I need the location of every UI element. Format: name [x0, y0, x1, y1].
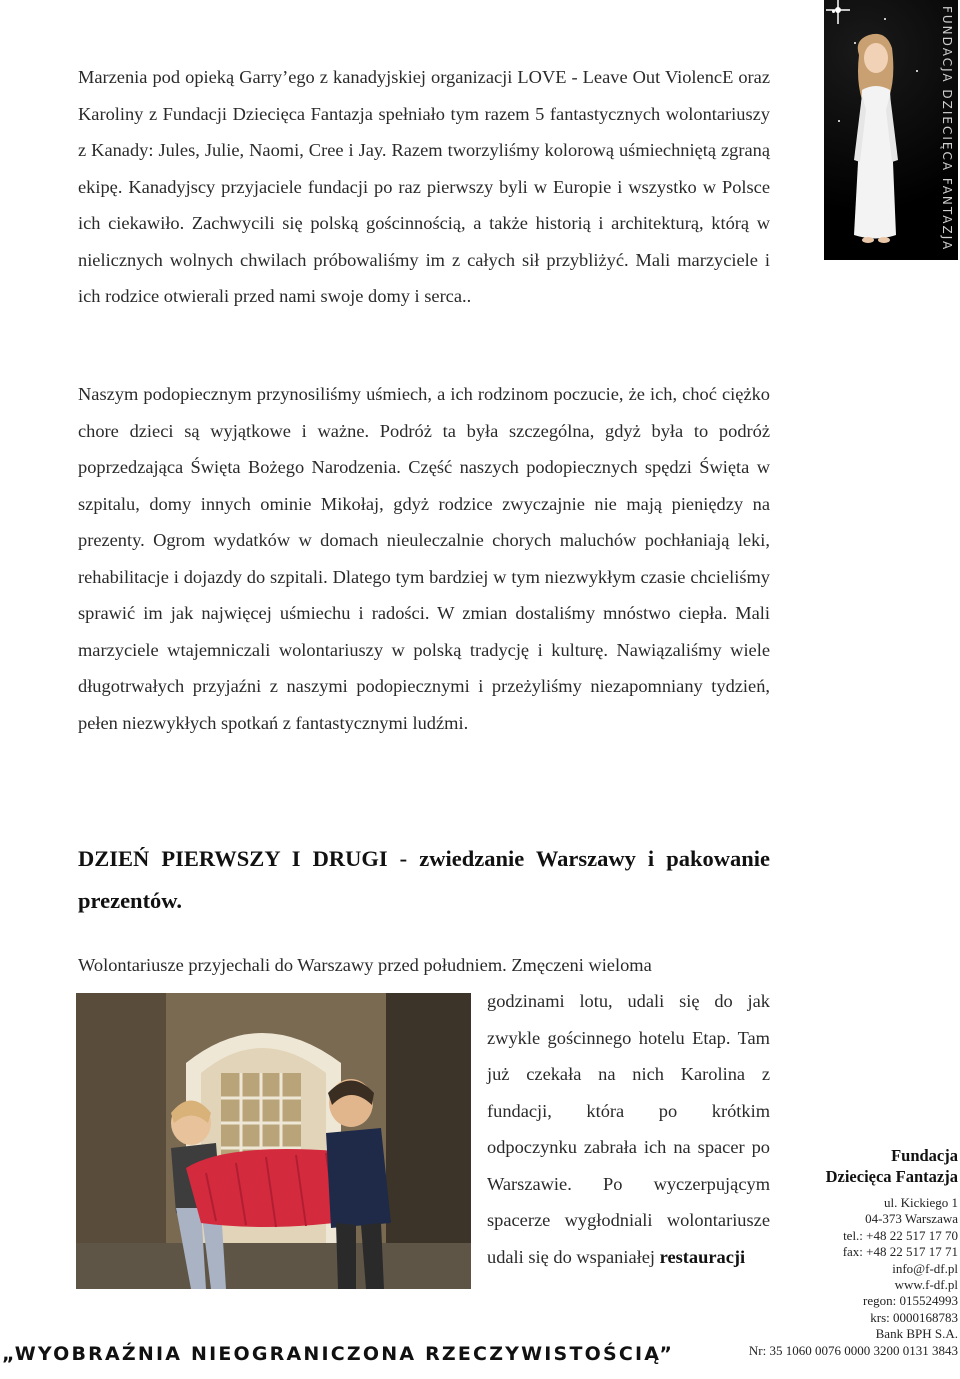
krs-number: krs: 0000168783	[870, 1309, 958, 1325]
volunteers-photo	[76, 993, 471, 1289]
day-one-text: godzinami lotu, udali się do jak zwykle gościnnego hotelu Etap. Tam już czekała na nich Karolina z fundacji, która po krótkim odpoczynku zabrała ich na spacer po Warszawie. Po wyczerpującym spacerze wygłodniali wolontariusze udali się do wspaniałej	[487, 991, 770, 1267]
second-paragraph: Naszym podopiecznym przynosiliśmy uśmiech, a ich rodzinom poczucie, że ich, choć ciężko chore dzieci są wyjątkowe i ważne. Podróż ta była szczególna, gdyż była to podróż poprzedzająca Święta Bożego Narodzenia. Część naszych podopiecznych spędzi Święta w szpitalu, domy innych ominie Mikołaj, gdyż rodzice zwyczajnie nie mają pieniędzy na prezenty. Ogrom wydatków w domach nieuleczalnie chorych maluchów pochłaniają leki, rehabilitacje i dojazdy do szpitali. Dlatego tym bardziej w tym niezwykłym czasie chcieliśmy sprawić im jak najwięcej uśmiechu i radości. W zmian dostaliśmy mnóstwo ciepła. Mali marzyciele wtajemniczali wolontariuszy w polską tradycję i kulturę. Nawiązaliśmy wiele długotrwałych przyjaźni z naszymi podopiecznymi i przeżyliśmy niezapomniany tydzień, pełen niezwykłych spotkań z fantastycznymi ludźmi.	[78, 384, 770, 733]
bank-name: Bank BPH S.A.	[875, 1326, 958, 1342]
day-one-intro-line: Wolontariusze przyjechali do Warszawy przed południem. Zmęczeni wieloma	[78, 955, 652, 975]
girl-illustration	[824, 0, 934, 260]
phone-number: tel.: +48 22 517 17 70	[843, 1227, 958, 1243]
address-postal: 04-373 Warszawa	[865, 1211, 958, 1227]
foundation-logo	[824, 0, 958, 260]
logo-vertical-text: FUNDACJA DZIECIĘCA FANTAZJA	[940, 6, 954, 252]
website-address: www.f-df.pl	[894, 1277, 958, 1293]
footer-slogan: „WYOBRAŹNIA NIEOGRANICZONA RZECZYWISTOŚCIĄ”	[2, 1343, 675, 1365]
address-street: ul. Kickiego 1	[883, 1195, 958, 1210]
foundation-contact-block	[738, 1145, 958, 1359]
day-one-paragraph	[487, 983, 770, 1275]
restaurant-bold-word: restauracji	[659, 1246, 746, 1267]
section-heading: DZIEŃ PIERWSZY I DRUGI - zwiedzanie Warszawy i pakowanie prezentów.	[78, 846, 770, 913]
regon-number: regon: 015524993	[863, 1293, 958, 1309]
email-address: info@f-df.pl	[892, 1260, 958, 1276]
fax-number: fax: +48 22 517 17 71	[842, 1244, 958, 1260]
foundation-name-line1: Fundacja	[891, 1146, 958, 1165]
bank-account: Nr: 35 1060 0076 0000 3200 0131 3843	[748, 1342, 958, 1358]
foundation-name-line2: Dziecięca Fantazja	[825, 1167, 958, 1186]
intro-paragraph: Marzenia pod opieką Garry’ego z kanadyjskiej organizacji LOVE - Leave Out ViolencE oraz Karoliny z Fundacji Dziecięca Fantazja spełniało tym razem 5 fantastycznych wolontariuszy z Kanady: Jules, Julie, Naomi, Cree i Jay. Razem tworzyliśmy kolorową uśmiechniętą zgraną ekipę. Kanadyjscy przyjaciele fundacji po raz pierwszy byli w Europie i wszystko w Polsce ich ciekawiło. Zachwycili się polską gościnnością, a także historią i architekturą, którą w nielicznych wolnych chwilach próbowaliśmy im z całych sił przybliżyć. Mali marzyciele i ich rodzice otwierali przed nami swoje domy i serca..	[78, 67, 770, 306]
